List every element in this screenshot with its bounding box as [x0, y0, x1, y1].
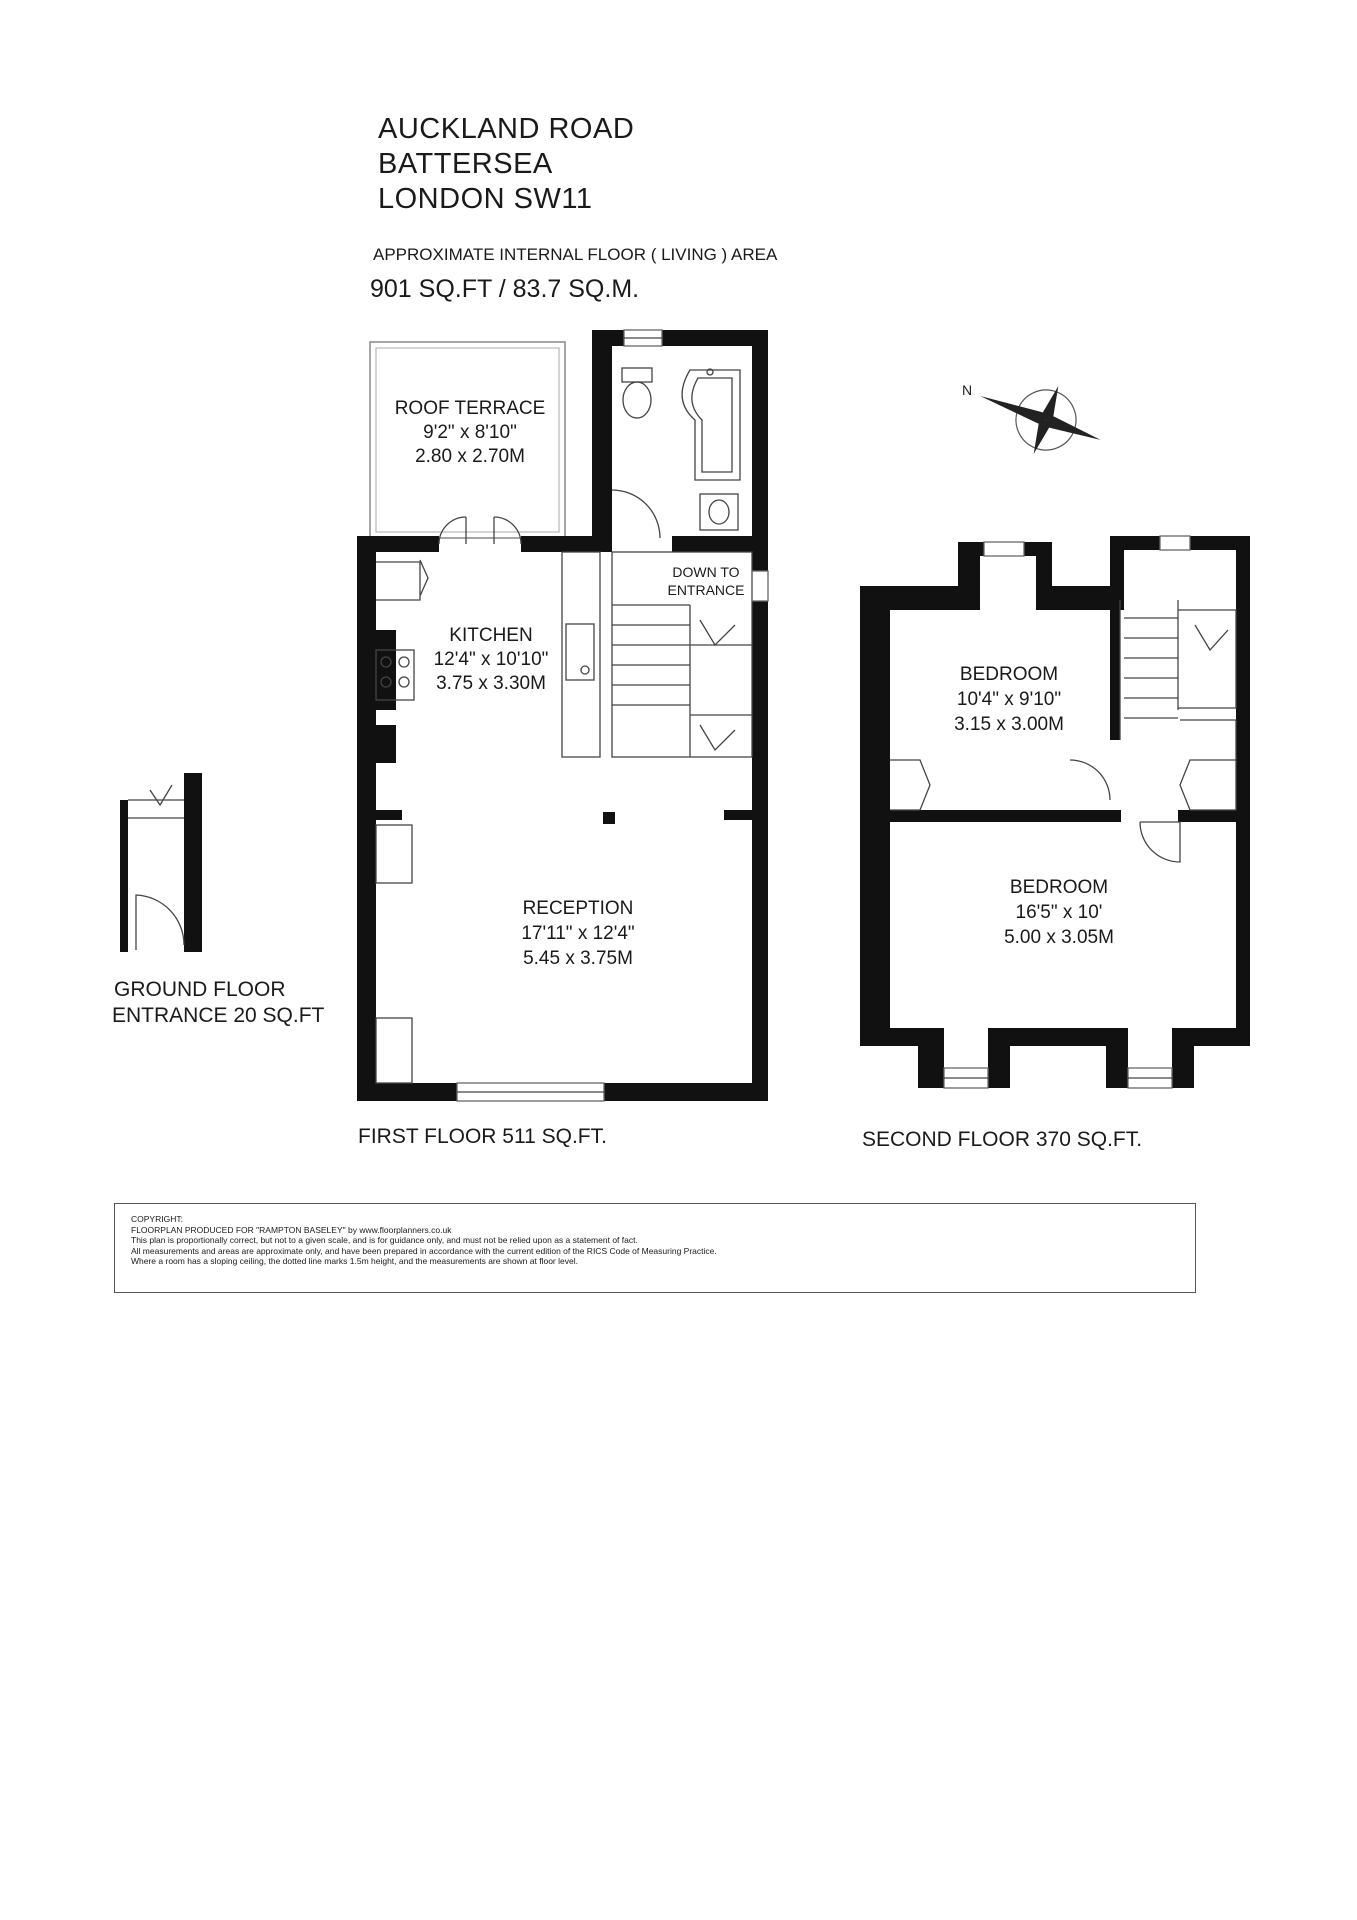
- kitchen-imperial: 12'4" x 10'10": [433, 649, 549, 670]
- stairs-note-line-1: DOWN TO: [672, 564, 740, 580]
- reception-name: RECEPTION: [522, 898, 634, 919]
- bedroom-1-name: BEDROOM: [959, 664, 1059, 685]
- address-line-3: LONDON SW11: [378, 183, 593, 215]
- copyright-line-4: Where a room has a sloping ceiling, the dotted line marks 1.5m height, and the measurements are shown at floor level.: [131, 1256, 578, 1266]
- copyright-box: [114, 1203, 1196, 1293]
- copyright-line-3: All measurements and areas are approximate only, and have been prepared in accordance with the current edition of the RICS Code of Measuring Practice.: [131, 1245, 717, 1256]
- area-total: 901 SQ.FT / 83.7 SQ.M.: [370, 275, 640, 303]
- ground-floor-label-1: GROUND FLOOR: [114, 978, 286, 1001]
- copyright-line-1: FLOORPLAN PRODUCED FOR "RAMPTON BASELEY" by www.floorplanners.co.uk: [131, 1224, 452, 1235]
- copyright-line-2: This plan is proportionally correct, but not to a given scale, and is for guidance only, and must not be relied upon as a statement of fact.: [131, 1235, 638, 1245]
- roof-terrace-name: ROOF TERRACE: [394, 398, 546, 419]
- kitchen-name: KITCHEN: [449, 625, 533, 646]
- second-floor-walls: [860, 536, 1250, 1088]
- second-floor-label: SECOND FLOOR 370 SQ.FT.: [862, 1128, 1143, 1151]
- bedroom-2-imperial: 16'5" x 10': [1015, 902, 1103, 923]
- bedroom-2-metric: 5.00 x 3.05M: [1004, 927, 1114, 948]
- address-line-1: AUCKLAND ROAD: [378, 113, 635, 145]
- area-label: APPROXIMATE INTERNAL FLOOR ( LIVING ) AREA: [373, 245, 778, 264]
- compass-north-label: N: [962, 382, 973, 398]
- ground-floor-label-2: ENTRANCE 20 SQ.FT: [112, 1004, 325, 1027]
- first-floor-label: FIRST FLOOR 511 SQ.FT.: [358, 1125, 607, 1148]
- copyright-title: COPYRIGHT:: [131, 1214, 183, 1224]
- roof-terrace-imperial: 9'2" x 8'10": [423, 422, 517, 443]
- compass-icon: [968, 362, 1113, 473]
- bedroom-1-imperial: 10'4" x 9'10": [956, 689, 1062, 710]
- stairs-note-line-2: ENTRANCE: [667, 582, 745, 598]
- reception-metric: 5.45 x 3.75M: [523, 948, 633, 969]
- kitchen-metric: 3.75 x 3.30M: [436, 673, 546, 694]
- reception-imperial: 17'11" x 12'4": [521, 923, 635, 944]
- bedroom-1-metric: 3.15 x 3.00M: [954, 714, 1064, 735]
- roof-terrace-metric: 2.80 x 2.70M: [415, 446, 525, 467]
- address-line-2: BATTERSEA: [378, 148, 553, 180]
- bedroom-2-name: BEDROOM: [1009, 877, 1109, 898]
